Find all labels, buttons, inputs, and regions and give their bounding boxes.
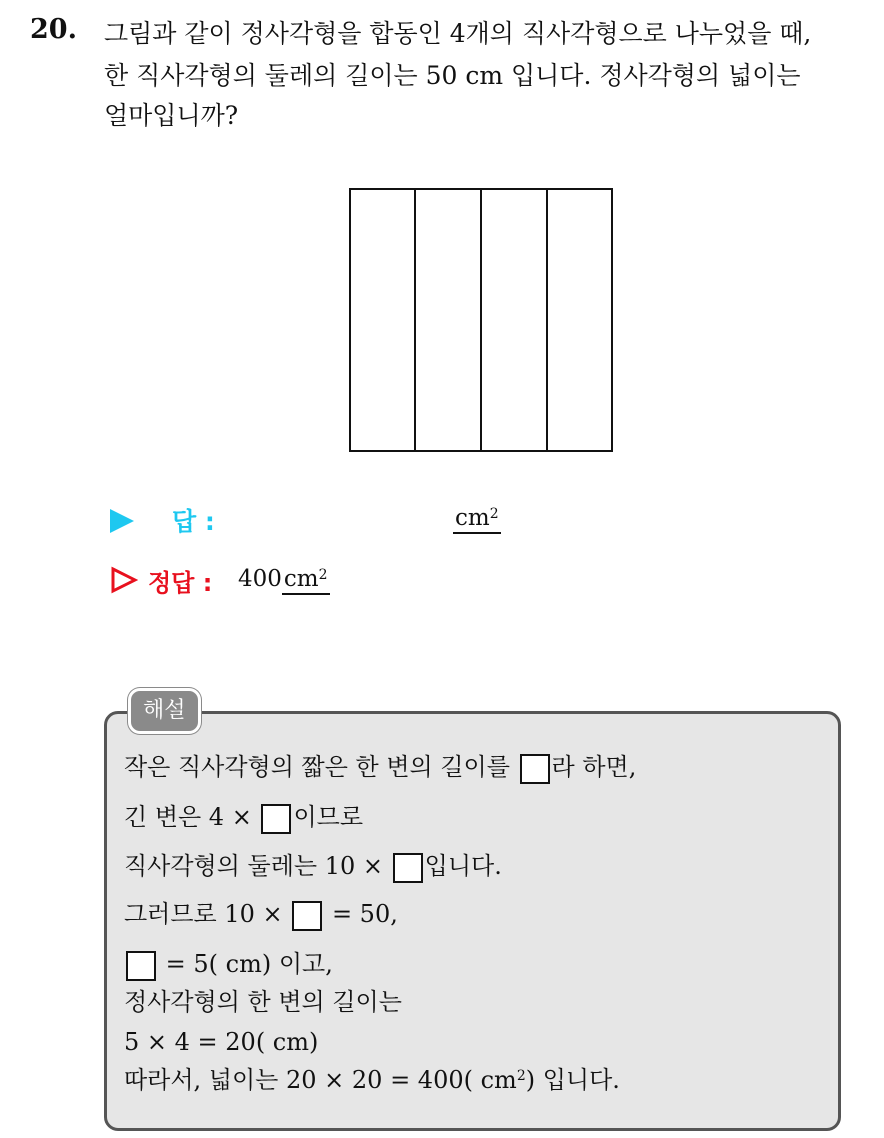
answer-marker-icon (110, 509, 134, 533)
solution-line-8 (124, 1064, 620, 1096)
solution-text: = 5( cm) 이고, (165, 950, 333, 978)
solution-text: 라 하면, (551, 753, 637, 781)
blank-box (261, 804, 291, 834)
solution-line-6: 정사각형의 한 변의 길이는 (124, 988, 402, 1016)
solution-line-3 (124, 850, 502, 883)
solution-line-5 (124, 948, 333, 981)
question-number: 20. (30, 14, 77, 45)
blank-box (520, 754, 550, 784)
correct-answer-value: 400 (238, 566, 282, 592)
question-text-line-2: 한 직사각형의 둘레의 길이는 50 cm 입니다. 정사각형의 넓이는 (104, 61, 801, 90)
solution-text: 따라서, 넓이는 20 × 20 = 400( cm (124, 1066, 517, 1094)
solution-text: = 50, (331, 900, 398, 928)
solution-line-7: 5 × 4 = 20( cm) (124, 1028, 319, 1056)
answer-label: 답 : (172, 507, 215, 536)
solution-line-1 (124, 751, 636, 784)
correct-answer-unit: cm (283, 566, 319, 592)
solution-text: 그러므로 10 × (124, 900, 283, 928)
solution-line-4 (124, 898, 398, 931)
solution-text: 입니다. (424, 852, 502, 880)
blank-box (292, 901, 322, 931)
solution-exponent: 2 (516, 1068, 526, 1084)
solution-text: 이므로 (293, 803, 364, 831)
solution-text: ) 입니다. (525, 1066, 620, 1094)
blank-box (126, 951, 156, 981)
answer-unit-blank[interactable] (453, 505, 501, 534)
solution-line-2 (124, 801, 363, 834)
correct-answer (238, 566, 330, 592)
solution-text: 긴 변은 4 × (124, 803, 252, 831)
solution-text: 직사각형의 둘레는 10 × (124, 852, 384, 880)
question-text-line-1: 그림과 같이 정사각형을 합동인 4개의 직사각형으로 나누었을 때, (104, 19, 812, 48)
correct-answer-unit-wrap (282, 566, 330, 595)
answer-unit-exponent: 2 (489, 506, 499, 522)
solution-tag: 해설 (128, 688, 201, 734)
correct-marker-icon (110, 566, 138, 594)
question-text-line-3: 얼마입니까? (104, 101, 239, 130)
square-figure (349, 188, 613, 452)
solution-text: 작은 직사각형의 짧은 한 변의 길이를 (124, 753, 510, 781)
answer-unit: cm (455, 505, 490, 531)
correct-answer-unit-exponent: 2 (318, 567, 328, 583)
correct-answer-label: 정답 : (148, 569, 213, 597)
blank-box (393, 853, 423, 883)
